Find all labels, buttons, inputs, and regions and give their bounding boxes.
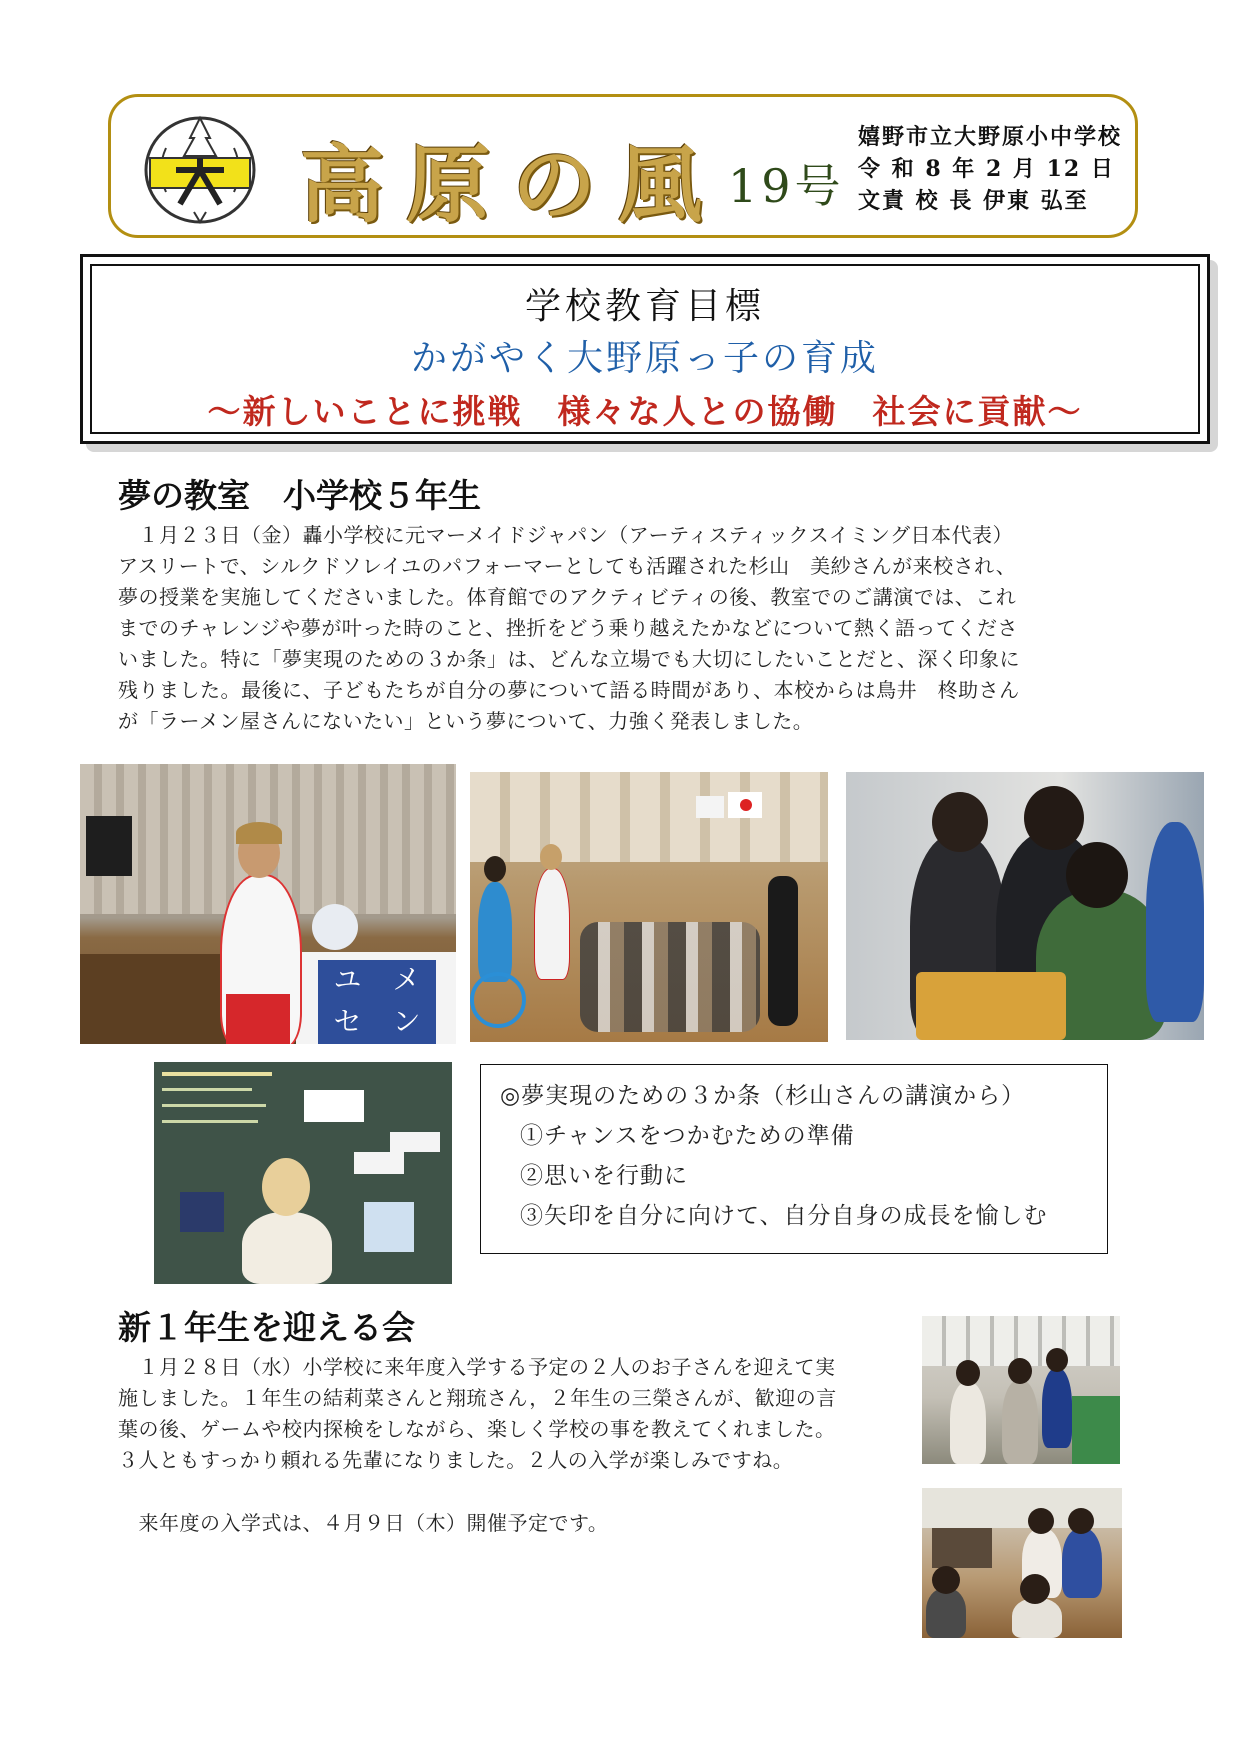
article-heading-welcome-new-students: 新１年生を迎える会 <box>118 1308 415 1347</box>
photo-speaker-stage <box>80 764 456 1044</box>
article-body-dream-class <box>118 520 1128 737</box>
banner-panel <box>318 960 436 1044</box>
goal-sub-text: ～新しいことに挑戦 様々な人との協働 社会に貢献～ <box>207 392 1083 431</box>
school-emblem-logo <box>136 108 264 228</box>
article-body-welcome <box>118 1352 908 1476</box>
tip-item: ①チャンスをつかむための準備 <box>520 1123 855 1149</box>
banner-char: ン <box>392 1005 421 1038</box>
text-line: 夢の授業を実施してくださいました。体育館でのアクティビティの後、教室でのご講演では、これ <box>118 585 1017 609</box>
text-line: ３人ともすっかり頼れる先輩になりました。２人の入学が楽しみですね。 <box>118 1448 794 1472</box>
goal-main-text: かがやく大野原っ子の育成 <box>410 338 879 379</box>
newsletter-title: 高原の風 <box>300 135 725 234</box>
article-heading-dream-class: 夢の教室 小学校５年生 <box>118 476 481 515</box>
tip-item: ②思いを行動に <box>520 1163 688 1189</box>
text-line: までのチャレンジや夢が叶った時のこと、挫折をどう乗り越えたかなどについて熱く語ってくださ <box>118 616 1018 640</box>
issue-date: 令 和 8 年 2 月 12 日 <box>858 156 1115 182</box>
text-line: アスリートで、シルクドソレイユのパフォーマーとしても活躍された杉山 美紗さんが来校され、 <box>118 554 1017 578</box>
photo-gym-activity <box>470 772 828 1042</box>
school-name: 嬉野市立大野原小中学校 <box>858 124 1123 150</box>
text-line: いました。特に「夢実現のための３か条」は、どんな立場でも大切にしたいことだと、深く印象に <box>118 647 1020 671</box>
tip-item: ③矢印を自分に向けて、自分自身の成長を愉しむ <box>520 1203 1048 1229</box>
photo-classroom-children <box>922 1488 1122 1638</box>
text-line: 残りました。最後に、子どもたちが自分の夢について語る時間があり、本校からは鳥井 柊助さん <box>118 678 1020 702</box>
photo-hallway-children <box>922 1316 1120 1464</box>
text-line: 葉の後、ゲームや校内探検をしながら、楽しく学校の事を教えてくれました。 <box>118 1417 836 1441</box>
banner-char: メ <box>392 963 421 996</box>
photo-blackboard-lecture <box>154 1062 452 1284</box>
photo-students-writing <box>846 772 1204 1040</box>
text-line: １月２３日（金）轟小学校に元マーメイドジャパン（アーティスティックスイミング日本代表） <box>118 523 1013 547</box>
issue-number: 19号 <box>728 159 845 213</box>
text-line: １月２８日（水）小学校に来年度入学する予定の２人のお子さんを迎えて実 <box>118 1355 836 1379</box>
goal-title: 学校教育目標 <box>524 286 765 327</box>
author-line: 文責 校 長 伊東 弘至 <box>858 188 1089 214</box>
entrance-ceremony-note: 来年度の入学式は、４月９日（木）開催予定です。 <box>118 1511 609 1535</box>
tips-title: ◎夢実現のための３か条（杉山さんの講演から） <box>500 1083 1026 1109</box>
banner-char: ユ <box>333 963 362 996</box>
text-line: が「ラーメン屋さんにないたい」という夢について、力強く発表しました。 <box>118 709 814 733</box>
banner-char: セ <box>333 1005 362 1038</box>
text-line: 施しました。１年生の結莉菜さんと翔琉さん，２年生の三榮さんが、歓迎の言 <box>118 1386 837 1410</box>
